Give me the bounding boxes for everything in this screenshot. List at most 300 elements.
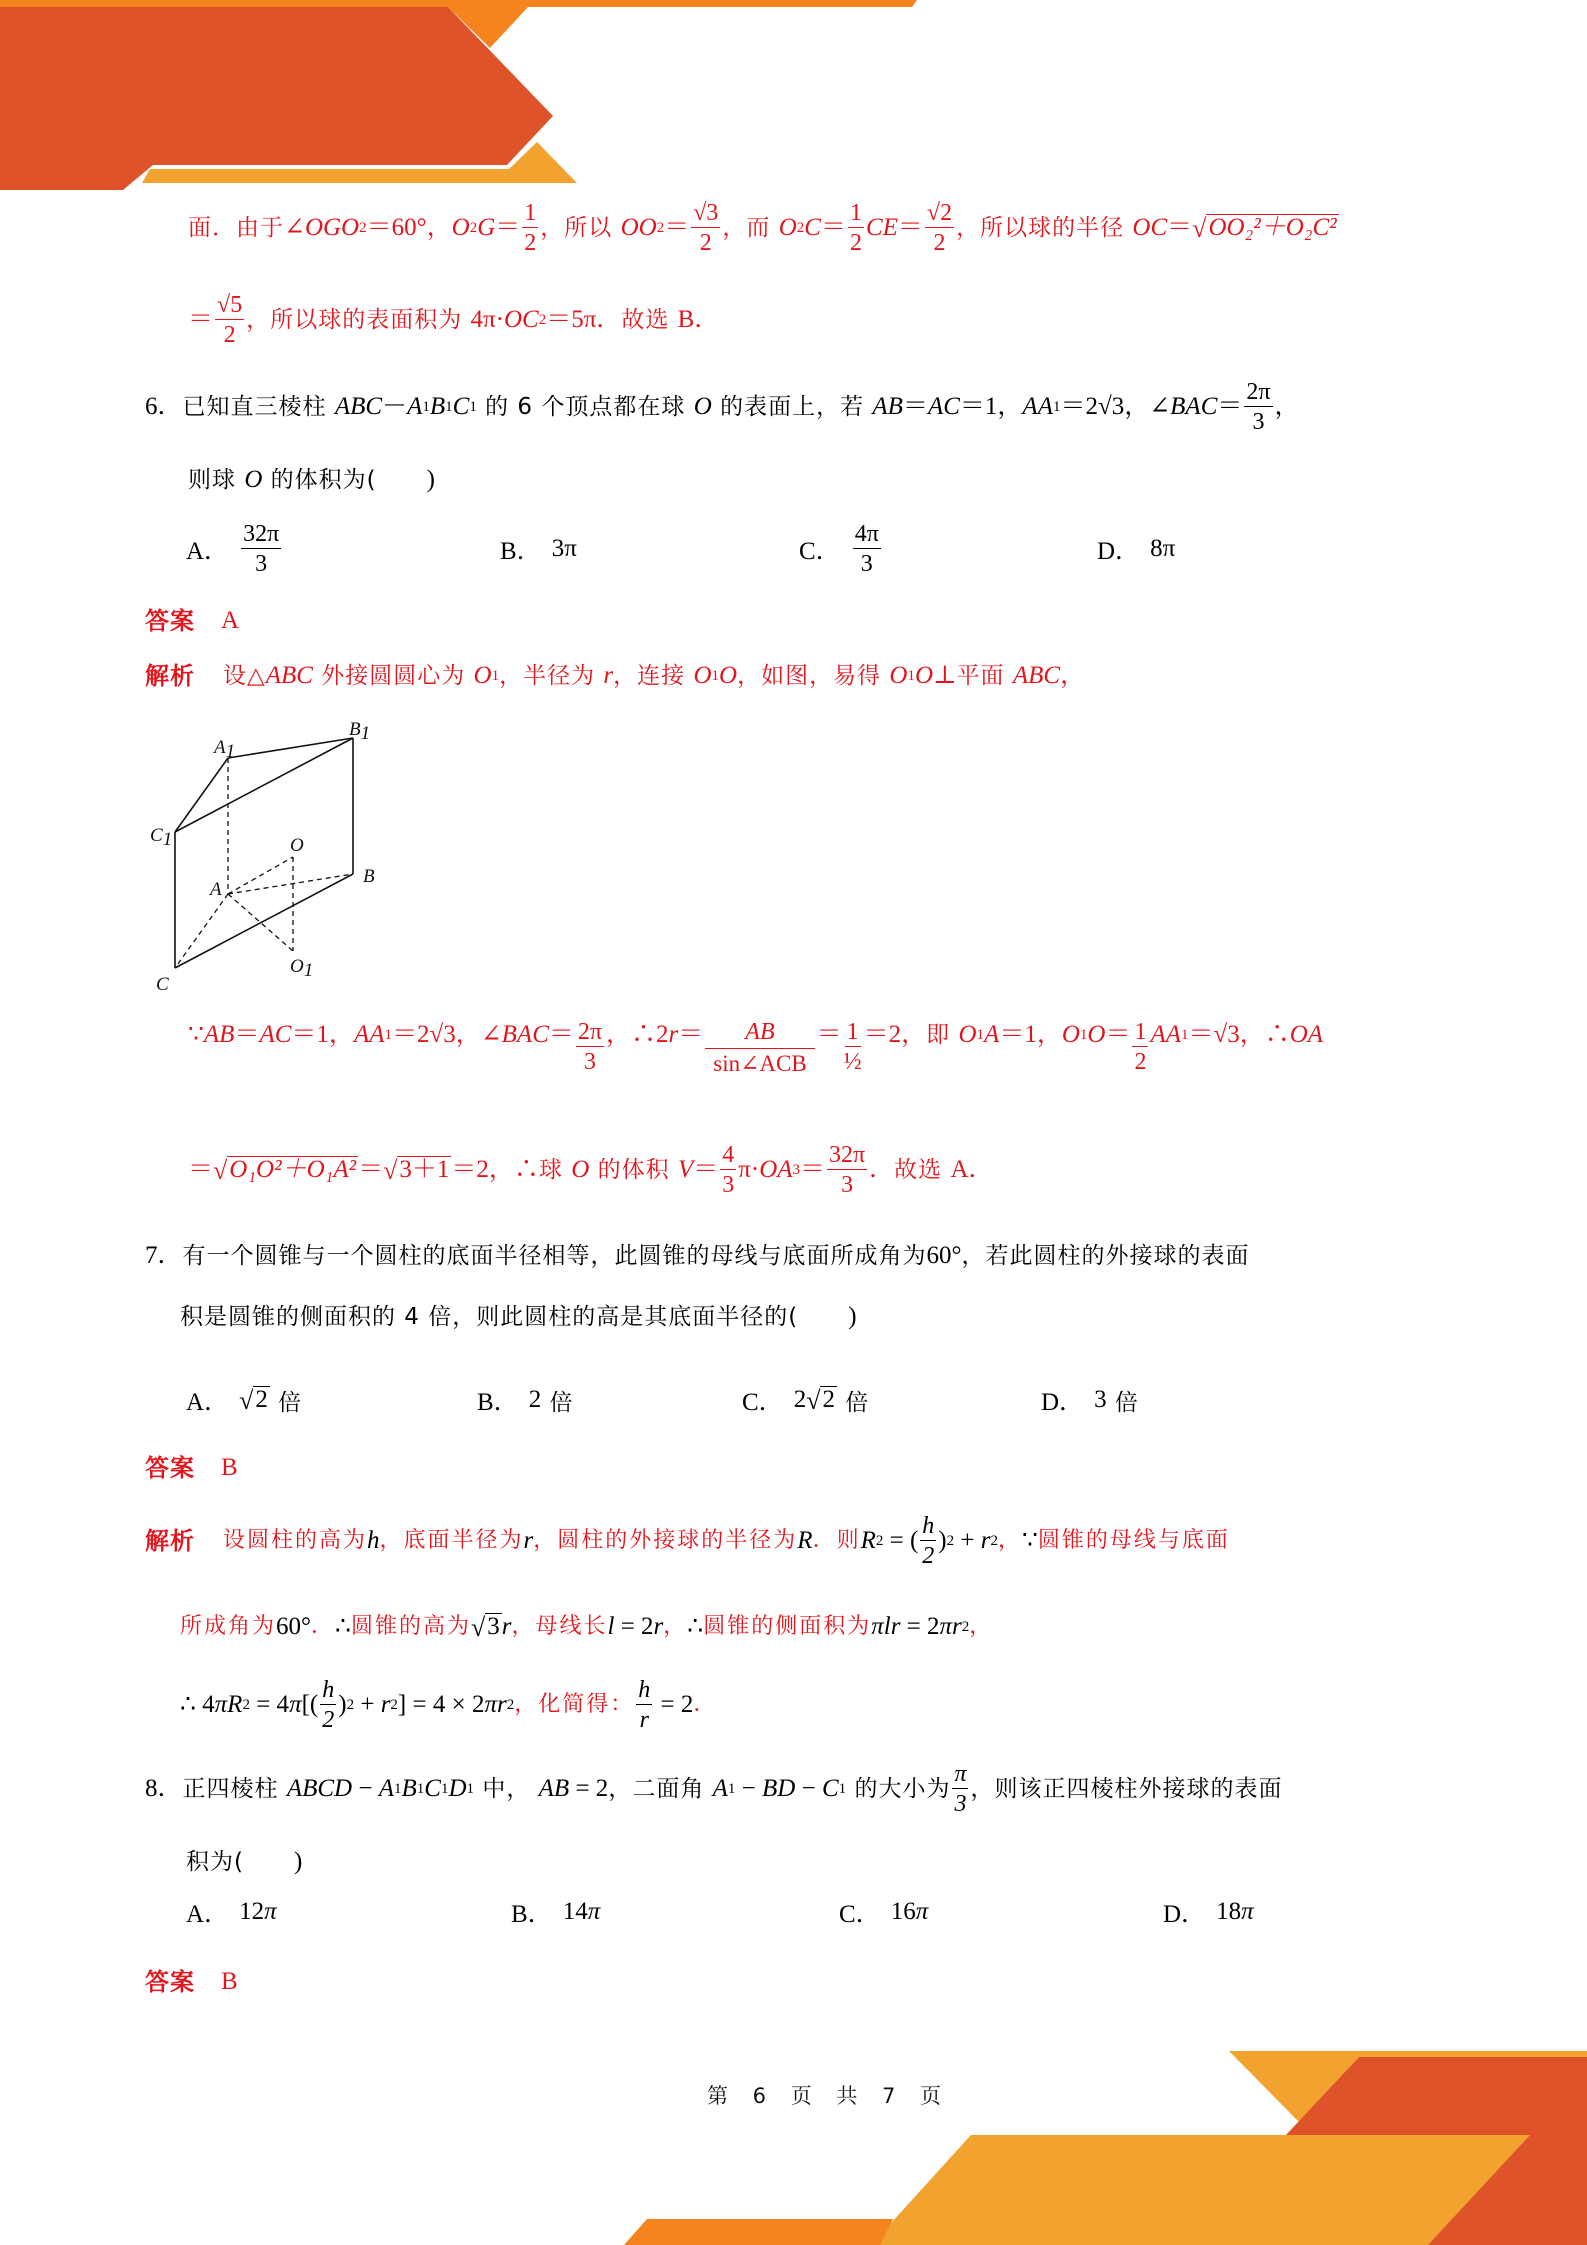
math-symbol: O [693, 393, 712, 420]
option-c [799, 521, 883, 577]
numerator: √2 [926, 200, 953, 226]
option-d [1041, 1385, 1139, 1415]
math-symbol: O [914, 662, 934, 689]
text: ，圆柱的外接球的半径为 [533, 1528, 798, 1553]
math-text: ∵ [1021, 1527, 1038, 1554]
numerator: 32π [243, 521, 280, 547]
math-symbol: C [804, 214, 821, 241]
math-symbol: r [501, 1613, 512, 1640]
math-symbol: O [889, 662, 908, 689]
superscript: 2 [875, 1533, 884, 1549]
fraction [705, 1020, 814, 1075]
subscript: 1 [727, 1781, 736, 1797]
radical-sign: √ [806, 1385, 821, 1415]
subscript: 2 [796, 220, 805, 236]
math-text: 8π [1150, 535, 1176, 562]
subscript: 1 [491, 668, 500, 684]
square-root [1192, 214, 1339, 241]
math-text: ＝ [693, 1156, 719, 1183]
denominator: 2 [223, 322, 236, 348]
radicand: 3＋1 [399, 1156, 450, 1184]
math-text: = 2 [654, 1691, 694, 1718]
analysis-7-line-1 [223, 1514, 1230, 1568]
numerator: h [638, 1677, 651, 1703]
math-text: 16 [890, 1898, 916, 1925]
math-symbol: ABCD [286, 1775, 353, 1802]
text: 中， [474, 1776, 539, 1802]
superscript: 3 [792, 1162, 801, 1178]
text: 所成角为 [180, 1614, 277, 1639]
radicand: 3 [487, 1613, 500, 1641]
math-symbol: BD [762, 1775, 796, 1802]
option-value [563, 1898, 601, 1926]
math-symbol: ∠BAC [480, 1021, 549, 1048]
math-symbol: O [693, 662, 712, 689]
math-text: ＝1， [291, 1021, 354, 1048]
square-root [806, 1386, 837, 1413]
option-value [552, 535, 577, 563]
analysis-7-line-3 [180, 1677, 718, 1733]
text: 的表面上，若 [711, 394, 873, 420]
math-symbol: π [289, 1691, 302, 1718]
math-text: 3π [551, 535, 577, 562]
option-d [1097, 534, 1175, 564]
math-text: = ( [883, 1527, 919, 1554]
subscript: 1 [1079, 1027, 1088, 1043]
square-root [471, 1613, 502, 1640]
math-symbol: ∠BAC [1149, 393, 1218, 420]
math-text: [( [301, 1691, 319, 1718]
math-symbol: πlr [871, 1613, 901, 1640]
math-text: − [795, 1775, 822, 1802]
option-label: D． [1097, 538, 1141, 565]
math-text: ＝ [1167, 214, 1193, 241]
math-text: ＝ [1217, 393, 1243, 420]
analysis-6-line-3 [188, 1142, 994, 1198]
math-symbol: O [473, 662, 492, 689]
math-text: ) [798, 1303, 857, 1330]
denominator: 3 [860, 551, 873, 577]
math-symbol: OC [1132, 214, 1168, 241]
math-symbol: V [677, 1156, 694, 1183]
math-symbol: A [984, 1021, 1000, 1048]
math-text: ) [938, 1527, 947, 1554]
subscript: 1 [394, 1781, 402, 1797]
subscript: 1 [469, 399, 477, 415]
math-text: ⊥ [933, 662, 957, 689]
subscript: 1 [1181, 1027, 1189, 1043]
math-symbol: O [571, 1156, 590, 1183]
numerator: 1 [1134, 1019, 1147, 1045]
math-text: − [352, 1775, 379, 1802]
math-symbol: AB [872, 393, 903, 420]
page-number: 第 6 页 共 7 页 [707, 2084, 951, 2108]
option-label: C． [799, 538, 841, 565]
superscript: 2 [346, 1697, 355, 1713]
subscript: 1 [416, 1781, 425, 1797]
denominator: 3 [255, 551, 268, 577]
math-text: ＝2√3， [1060, 393, 1150, 420]
radicand: OO₂²＋O₂C² [1208, 214, 1337, 242]
text: 的 6 个顶点都在球 [476, 394, 694, 420]
text: 有一个圆锥与一个圆柱的底面半径相等，此圆锥的母线与底面所成角为 [182, 1243, 927, 1269]
label-a1: A1 [214, 737, 236, 762]
fraction [241, 522, 281, 576]
square-root [383, 1156, 451, 1183]
label-o1: O1 [290, 956, 314, 981]
question-6-stem-line-2 [188, 465, 435, 495]
math-symbol: B [429, 393, 446, 420]
math-text: ． [869, 1156, 895, 1183]
fraction [920, 1514, 936, 1568]
subscript: 2 [359, 220, 367, 236]
math-text: ∵ [188, 1021, 204, 1048]
option-value [239, 1898, 277, 1926]
option-value [794, 1384, 870, 1417]
numerator: AB [705, 1020, 814, 1049]
text: 的大小为 [846, 1776, 951, 1802]
text: 已知直三棱柱 [182, 394, 335, 420]
math-symbol: ABC [265, 662, 313, 689]
denominator: r [639, 1707, 649, 1733]
math-text: ＝1， [959, 393, 1023, 420]
fraction [1244, 380, 1272, 434]
text: 设△ [223, 663, 266, 689]
radical-sign: √ [1192, 213, 1207, 243]
math-symbol: AC [259, 1021, 292, 1048]
math-text: ) [243, 1848, 303, 1875]
text: 的体积为( [262, 467, 377, 493]
denominator: 2 [1134, 1049, 1147, 1075]
math-text: ＝ [548, 1021, 574, 1048]
answer-value: A [221, 607, 240, 634]
text: 圆锥的母线与底面 [1037, 1528, 1230, 1553]
math-symbol: A [712, 1775, 728, 1802]
subscript: 1 [711, 668, 720, 684]
math-text: ＝2，∴ [451, 1156, 539, 1183]
math-text: 60° [926, 1242, 962, 1269]
option-value [239, 1384, 302, 1417]
option-label: C． [742, 1389, 784, 1416]
math-symbol: A [378, 1775, 394, 1802]
option-d [1163, 1897, 1254, 1927]
math-text: ＝ [800, 1156, 826, 1183]
option-label: B． [511, 1901, 553, 1928]
option-value [851, 522, 883, 576]
math-symbol: h [367, 1527, 380, 1554]
subscript: 2 [656, 220, 665, 236]
analysis-row-6 [145, 661, 1085, 691]
text: 倍 [269, 1389, 303, 1416]
math-text: ) [376, 466, 435, 493]
option-label: B． [477, 1389, 519, 1416]
fraction [522, 201, 538, 255]
text: ，二面角 [608, 1776, 713, 1802]
math-symbol: AB [538, 1775, 570, 1802]
math-symbol: R [797, 1527, 813, 1554]
math-symbol: O [1061, 1021, 1080, 1048]
fraction [720, 1143, 736, 1197]
math-text: = 2 [614, 1613, 654, 1640]
text: 正四棱柱 [182, 1776, 287, 1802]
text: ，而 [722, 215, 779, 241]
radical-sign: √ [239, 1385, 254, 1415]
prev-solution-line-1 [188, 200, 1339, 256]
radical-sign: √ [383, 1155, 398, 1185]
question-8-stem-line-1 [145, 1761, 1283, 1817]
math-symbol: ∠OGO [284, 214, 360, 241]
numerator: h [322, 1677, 335, 1703]
fraction [925, 201, 954, 255]
math-text: ] = 4 × 2 [397, 1691, 485, 1718]
option-value [239, 522, 283, 576]
math-text: + [354, 1691, 381, 1718]
option-b [500, 534, 577, 564]
subscript: 1 [422, 399, 430, 415]
math-text: ＝ [358, 1156, 384, 1183]
prism-figure [140, 700, 400, 1000]
denominator: 3 [722, 1172, 735, 1198]
math-text: A． [950, 1156, 994, 1183]
math-symbol: OA [1289, 1021, 1324, 1048]
text: 故选 [894, 1157, 951, 1183]
math-text: 12 [239, 1898, 265, 1925]
text: ． [311, 1614, 336, 1639]
option-a [186, 1897, 277, 1927]
text: ，若此圆柱的外接球的表面 [961, 1243, 1250, 1269]
math-text: 2 [793, 1386, 807, 1413]
label-o: O [290, 835, 304, 856]
math-symbol: πR [214, 1691, 243, 1718]
analysis-row-7 [145, 1513, 1230, 1569]
math-symbol: r [980, 1527, 991, 1554]
math-text: 14 [562, 1898, 588, 1925]
numerator: √3 [693, 200, 719, 226]
fraction [827, 1143, 867, 1197]
denominator: 2 [699, 230, 712, 256]
math-symbol: ABC [334, 393, 383, 420]
math-symbol: π [587, 1898, 601, 1925]
math-text: 4π· [470, 306, 504, 333]
option-c [839, 1897, 928, 1927]
math-symbol: l [607, 1613, 615, 1640]
fraction [853, 522, 881, 576]
denominator: 3 [954, 1791, 967, 1817]
math-symbol: ABC [1012, 662, 1061, 689]
math-symbol: CE [865, 214, 898, 241]
analysis-label: 解析 [145, 1527, 195, 1555]
option-value [529, 1384, 574, 1417]
math-text: ＝ [816, 1021, 842, 1048]
math-symbol: AA [353, 1021, 385, 1048]
fraction [844, 1020, 862, 1074]
superscript: 2 [242, 1697, 250, 1713]
numerator: 1 [524, 200, 537, 226]
option-value [891, 1898, 929, 1926]
radicand: O₁O²＋O₁A² [229, 1156, 357, 1184]
text: ， [997, 1528, 1022, 1553]
math-symbol: r [523, 1527, 534, 1554]
text: 圆锥的侧面积为 [703, 1614, 872, 1639]
math-text: ＝1， [999, 1021, 1062, 1048]
question-8-stem-line-2 [186, 1847, 302, 1877]
superscript: 2 [990, 1533, 998, 1549]
math-symbol: πr [484, 1691, 507, 1718]
analysis-6-line-2 [188, 1020, 1323, 1120]
subscript: 1 [838, 1781, 847, 1797]
denominator: 2 [922, 1543, 935, 1569]
numerator: 2π [1246, 379, 1271, 405]
math-symbol: C [424, 1775, 441, 1802]
text: 则球 [188, 467, 245, 493]
denominator: ½ [843, 1049, 862, 1075]
label-b: B [363, 866, 375, 887]
math-text: 2 [528, 1386, 542, 1413]
math-symbol: C [452, 393, 470, 420]
text: 倍 [836, 1389, 870, 1416]
text: ，化简得： [514, 1692, 635, 1717]
math-text: ＝5π． [546, 306, 622, 333]
text: 积是圆锥的侧面积的 4 倍，则此圆柱的高是其底面半径的( [180, 1304, 799, 1330]
option-label: B． [500, 538, 542, 565]
option-value [1216, 1898, 1254, 1926]
subscript: 2 [469, 220, 478, 236]
numerator: h [922, 1513, 935, 1539]
square-root [239, 1386, 270, 1413]
math-text: − [735, 1775, 763, 1802]
superscript: 2 [506, 1697, 515, 1713]
math-symbol: r [653, 1613, 664, 1640]
math-symbol: A [407, 393, 423, 420]
analysis-6-line-1 [223, 661, 1085, 691]
math-symbol: G [477, 214, 496, 241]
answer-label: 答案 [145, 1454, 195, 1482]
text: 面．由于 [188, 215, 284, 241]
math-text: ＝ [902, 393, 928, 420]
radicand: 2 [255, 1386, 268, 1414]
fraction [636, 1678, 652, 1732]
math-text: = 2 [900, 1613, 940, 1640]
math-text: ＝60°， [366, 214, 452, 241]
math-text: － [382, 393, 408, 420]
text: ，母线长 [511, 1614, 608, 1639]
subscript: 1 [445, 399, 453, 415]
radical-sign: √ [213, 1155, 228, 1185]
text: 的体积 [589, 1157, 678, 1183]
denominator: 3 [841, 1172, 854, 1198]
math-symbol: C [821, 1775, 839, 1802]
numerator: 4π [854, 521, 879, 547]
fraction [952, 1762, 968, 1816]
math-text: ∴ 4 [180, 1691, 215, 1718]
numerator: 4 [722, 1142, 735, 1168]
numerator: π [954, 1761, 967, 1787]
answer-row-8 [145, 1967, 238, 1997]
text: ，所以球的半径 [956, 215, 1133, 241]
label-c: C [156, 974, 169, 995]
math-symbol: OC [503, 306, 539, 333]
answer-row-7 [145, 1453, 238, 1483]
fraction [1132, 1020, 1148, 1074]
math-text: ＝ [1105, 1021, 1131, 1048]
math-text: 6． [145, 393, 183, 420]
square-root [213, 1156, 358, 1183]
math-symbol: R [860, 1527, 876, 1554]
subscript: 1 [1052, 399, 1061, 415]
text: 球 [538, 1157, 572, 1183]
math-text: = 2 [569, 1775, 609, 1802]
text: ，如图，易得 [737, 663, 890, 689]
fraction [848, 201, 864, 255]
math-symbol: O [1087, 1021, 1106, 1048]
math-text: ，∴2 [606, 1021, 669, 1048]
math-symbol: r [668, 1021, 679, 1048]
denominator: sin∠ACB [713, 1051, 807, 1076]
superscript: 2 [390, 1697, 398, 1713]
math-text: ∴ [335, 1613, 351, 1640]
numerator: 1 [846, 1019, 859, 1045]
numerator: √5 [217, 292, 243, 318]
analysis-label: 解析 [145, 662, 195, 690]
answer-value: B [221, 1968, 238, 1995]
text: ，底面半径为 [379, 1528, 524, 1553]
option-a [186, 1385, 302, 1415]
math-text: ＝ [188, 306, 214, 333]
math-text: ， [1274, 393, 1300, 420]
analysis-7-line-2 [180, 1612, 993, 1642]
option-label: D． [1041, 1389, 1085, 1416]
math-text: ＝ [495, 214, 521, 241]
subscript: 1 [440, 1781, 449, 1797]
math-symbol: O [958, 1021, 977, 1048]
text: 积为( [186, 1849, 244, 1875]
question-7-stem-line-1 [145, 1241, 1250, 1271]
text: ，半径为 [499, 663, 604, 689]
math-text: ＝ [234, 1021, 260, 1048]
text: 设圆柱的高为 [223, 1528, 368, 1553]
text: 倍 [541, 1389, 574, 1416]
denominator: 3 [1252, 409, 1265, 435]
option-b [477, 1385, 574, 1415]
question-7-stem-line-2 [180, 1302, 857, 1332]
math-symbol: πr [939, 1613, 962, 1640]
option-value [1150, 535, 1175, 563]
text: ，所以 [540, 215, 621, 241]
answer-label: 答案 [145, 1968, 195, 1996]
math-symbol: π [915, 1898, 929, 1925]
text: 外接圆圆心为 [312, 663, 474, 689]
math-text: 7． [145, 1242, 183, 1269]
answer-value: B [221, 1454, 238, 1481]
fraction [215, 293, 244, 347]
math-text: = 4 [249, 1691, 290, 1718]
text: 即 [926, 1022, 959, 1048]
answer-row-6 [145, 606, 239, 636]
fraction [691, 201, 720, 255]
math-text: + [954, 1527, 981, 1554]
numerator: 32π [829, 1142, 866, 1168]
question-6-stem-line-1 [145, 379, 1300, 435]
math-text: ＝ [897, 214, 923, 241]
option-label: A． [186, 1901, 230, 1928]
text: 平面 [956, 663, 1013, 689]
math-text: ＝√3，∴ [1188, 1021, 1290, 1048]
subscript: 1 [384, 1027, 392, 1043]
math-symbol: π [1241, 1898, 1254, 1925]
option-label: D． [1163, 1901, 1207, 1928]
answer-label: 答案 [145, 607, 195, 635]
option-label: C． [839, 1901, 881, 1928]
